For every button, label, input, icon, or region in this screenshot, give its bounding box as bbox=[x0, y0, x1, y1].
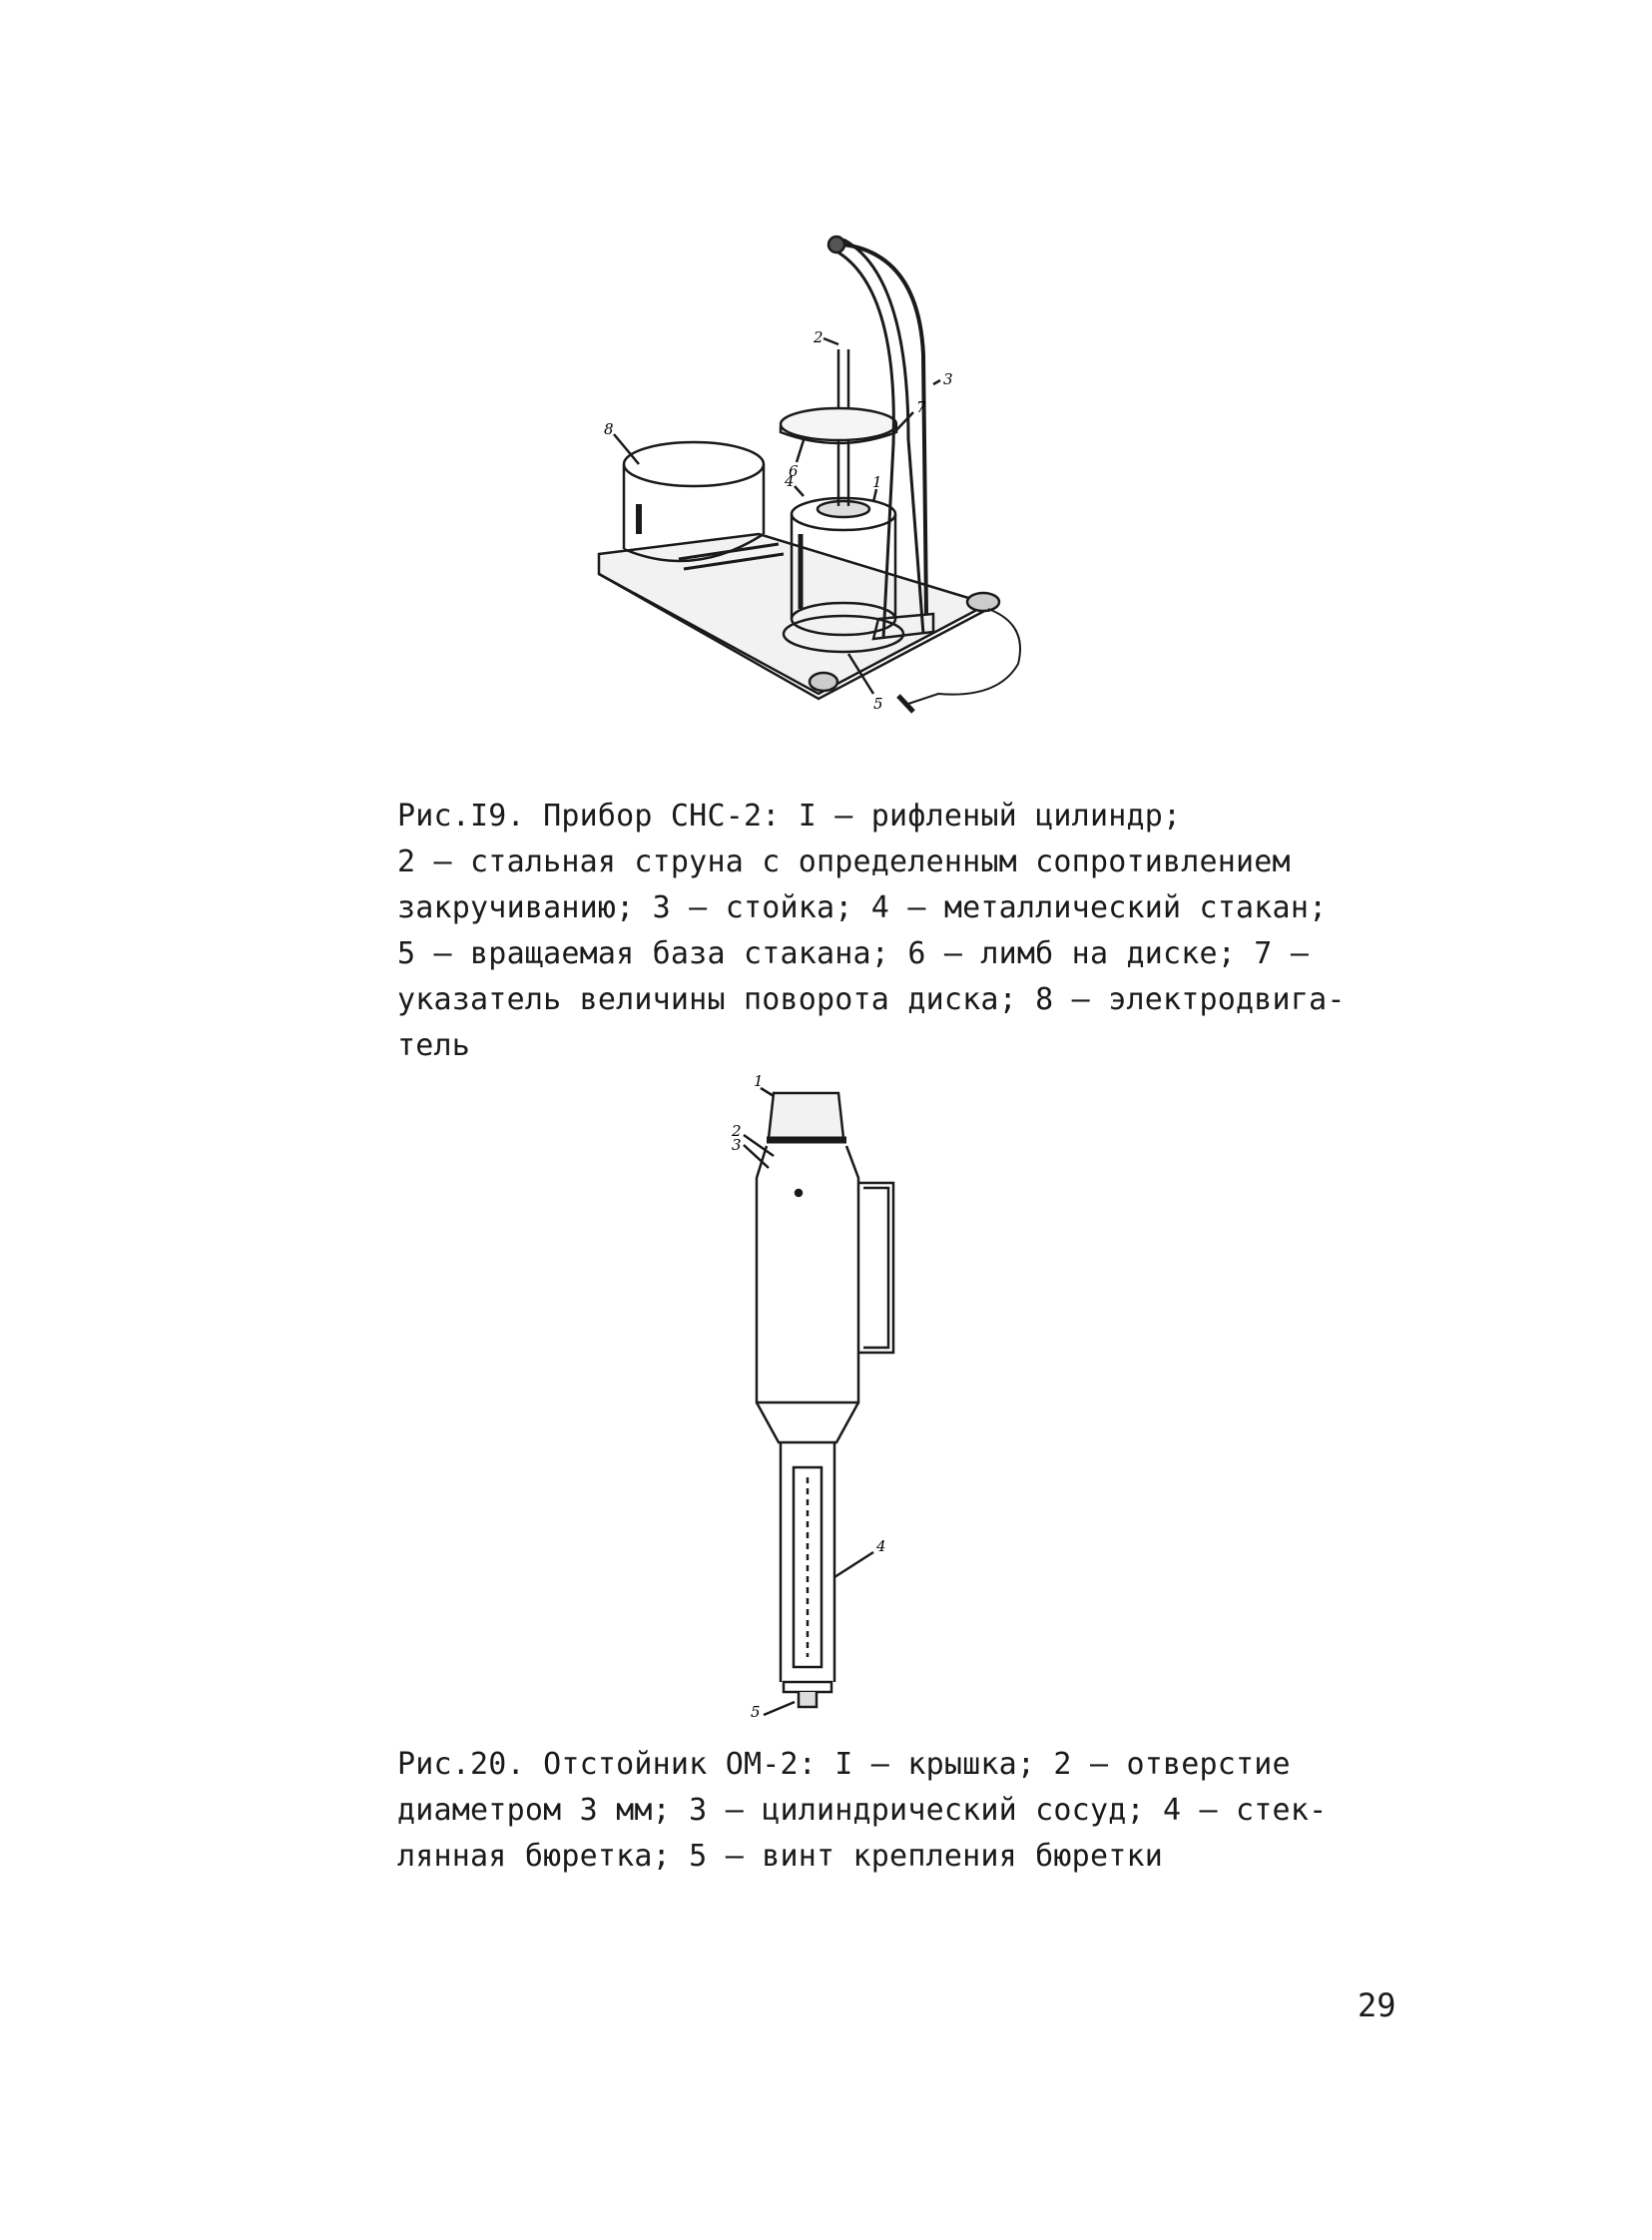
callout-3: 3 bbox=[732, 1136, 742, 1154]
callout-1: 1 bbox=[872, 473, 882, 491]
callout-4: 4 bbox=[785, 472, 795, 490]
figure-20-settler-om2 bbox=[699, 1068, 928, 1721]
callout-6: 6 bbox=[789, 462, 799, 480]
callout-2: 2 bbox=[814, 328, 824, 346]
om2-drawing bbox=[699, 1068, 928, 1721]
callout-8: 8 bbox=[604, 420, 614, 438]
figure-19-device-sns2 bbox=[589, 235, 1058, 734]
callout-5: 5 bbox=[751, 1703, 761, 1721]
page-number: 29 bbox=[1358, 1986, 1396, 2024]
callout-7: 7 bbox=[916, 398, 926, 416]
figure-19-caption: Рис.I9. Прибор СНС-2: I – рифленый цилиндр; 2 – стальная струна с определенным сопротивлением закручиванию; 3 – стойка; 4 – металлический стакан; 5 – вращаемая база стакана; 6 – лимб на диске; 7 – указатель величины поворота диска; 8 – электродвига- тель bbox=[397, 799, 1346, 1063]
callout-2: 2 bbox=[732, 1122, 742, 1140]
sns2-drawing bbox=[589, 235, 1058, 734]
callout-3: 3 bbox=[943, 370, 953, 388]
callout-4: 4 bbox=[876, 1537, 886, 1555]
callout-1: 1 bbox=[754, 1072, 764, 1090]
figure-20-caption: Рис.20. Отстойник ОМ-2: I – крышка; 2 – отверстие диаметром 3 мм; 3 – цилиндрический сосуд; 4 – стек- лянная бюретка; 5 – винт крепления бюретки bbox=[397, 1747, 1328, 1874]
callout-5: 5 bbox=[873, 695, 883, 713]
